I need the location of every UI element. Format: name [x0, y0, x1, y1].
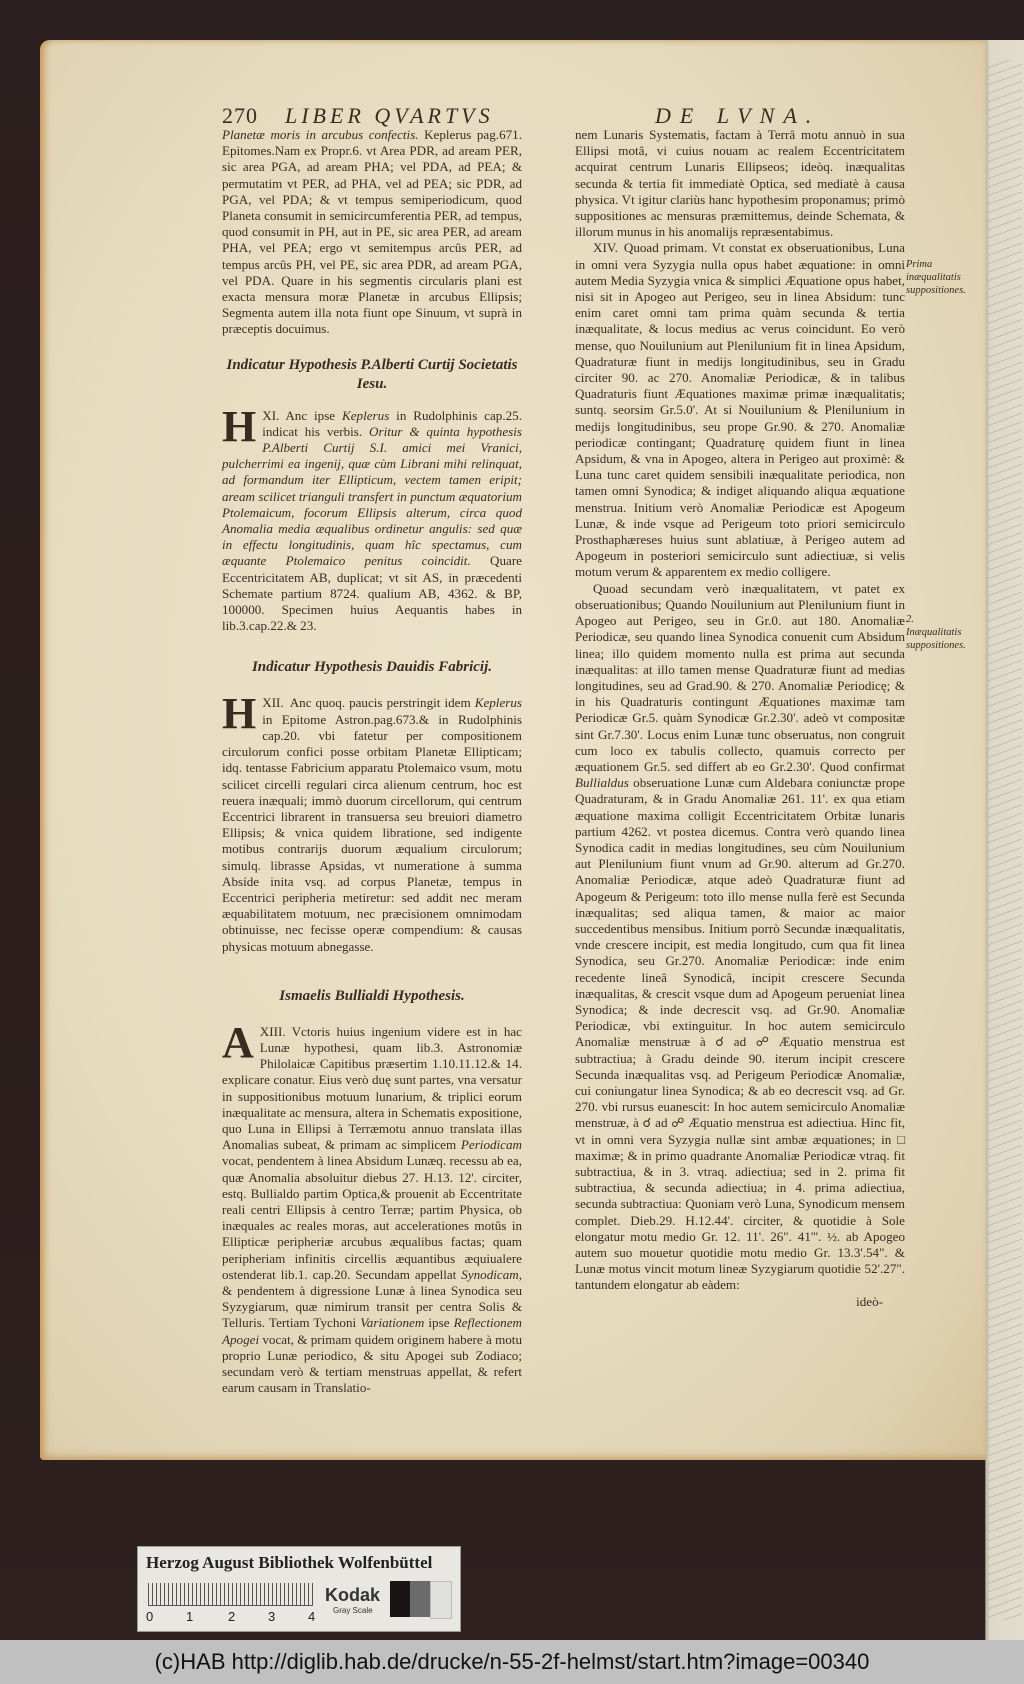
section-text: ipse — [424, 1315, 454, 1331]
running-head-right: DE LVNA. — [655, 103, 821, 128]
section-text: Quoad primam. Vt constat ex obseruationibus, Luna in omni vera Syzygia nulla opus habet æquatione: in omni autem Media Syzygia vnica & simplici Æquatione opus habet, nisi sit in Apogeo aut Perigeo, seu in linea Absidum: tunc enim caret omni tam prima quàm secunda & tertia inæqualitate, & locus medius ac verus coincidunt. Eo verò mense, quo Nouilunium aut Plenilunium fit in linea Apsidum, Quadraturæ fiunt in medijs longitudinibus, seu in Gradu circiter 90. ac 270. Anomaliæ Periodicæ, & in talibus Quadraturis fiunt Æquationes maximæ primæ inæqualitatis; suntq. seorsim Gr.5.0'. At si Nouilunium & Plenilunium in medijs longitudinibus, seu prope Gr.90. & 270. Anomaliæ periodicæ contingant; Quadraturę quidem fiunt in linea Apsidum, & vna in Apogeo, altera in Perigeo aut proximè: & Luna tunc caret quidem sensibili inæqualitate periodica, non tamen omni Synodica; & indiget aliquando aliqua æquatione menstrua. Initium verò Anomaliæ Periodicæ est Apogeum Lunæ, & inde vsque ad Perigeum toto priori semicirculo Prosthaphæreses huius sunt ablatiuæ, à Perigeo autem ad Apogeum in posteriori semicirculo sunt adiectiuæ, si velis motum verum & apparentem ex medio colligere. — [575, 240, 905, 580]
right-paragraph-1: nem Lunaris Systematis, factam à Terrâ motu annuò in sua Ellipsi motâ, vi cuius nouam ac realem Eccentricitatem acquirat centrum Lunaris Ellipseos; ideòq. inæqualitas secunda & tertia fit immediatè Optica, sed mediatè à causa physica. Vt igitur clariùs hanc hypothesim proponamus; primò suppositiones ac mensuras præmittemus, deinde Schemata, & illorum munus in his anomalijs repræsentabimus. — [575, 127, 905, 240]
marginal-note-2: 2. Inæqualitatis suppositiones. — [906, 614, 966, 651]
italic-quote: Oritur & quinta hypothesis P.Alberti Curtij S.I. amici mei Vranici, pulcherrimi ea ingenij, quæ cùm Librani mihi relinquat, ad formandum iter Ellipticum, vectem tamen eripit; aream scilicet trianguli transfert in punctum æquatorium Ptolemaicum, focorum Ellipsis alterum, circa quod Anomalia media æqualibus ordinetur angulis: sed quæ in effectu longitudinis, quam hîc spectamus, cum æquante Ptolemaico penitus coincidit. — [222, 423, 522, 569]
section-number: XI. — [262, 407, 280, 423]
section-xii — [222, 689, 522, 954]
dropcap: H — [222, 689, 257, 739]
italic-term: Synodicam — [461, 1266, 519, 1282]
italic-name: Keplerus — [342, 407, 390, 423]
ruler-label: 3 — [268, 1609, 276, 1624]
italic-term: Variationem — [360, 1315, 425, 1331]
italic-name: Bullialdus — [575, 775, 629, 791]
intro-italic: Planetæ moris in arcubus confectis. — [222, 127, 419, 142]
intro-text: Keplerus pag.671. Epitomes.Nam ex Propr.6. vt Area PDR, ad aream PER, sic area PGA, ad aream PHA; vel PDA, ad PEA; & permutatim vt PER, ad PHA, vel ad PEA; sic PDR, ad PGA, vel PDA; & vt tempus semiperiodicum, quod Planeta consumit in semicircumferentia PER, ad tempus, quod consumit in PH, aut in PE, sic area PER, ad aream PHA, vel PEA; ergo vt semitempus arcûs PER, ad tempus arcûs PH, vel PE, sic area PDR, ad aream PGA, vel PDA. Quare in his segmentis circularis plani est exacta mensura moræ Planetæ in arcubus Ellipsis; Segmenta autem illa nota fiunt ope Sinuum, vt suprà in præceptis docuimus. — [222, 127, 522, 337]
section-xi — [222, 401, 522, 635]
paragraph-text: Quoad secundam verò inæqualitatem, vt patet ex obseruationibus; Quando Nouilunium aut Plenilunium fiunt in Apogeo aut Perigeo, seu in Gr.0. aut 180. Anomaliæ Periodicæ, seu quando linea Synodica conuenit cum Absidum linea; illo quidem momento nulla est prima aut secunda inæqualitas: at illo tamen mense Quadraturæ fiunt ad medias longitudines, seu ad Grad.90. & 270. Anomaliæ Periodicę; & in his Quadraturis contingunt Æquationes maximæ tam Periodicæ Gr.5. quàm Synodicæ Gr.2.30'. adeò vt compositæ sint Gr.7.30'. Locus enim Lunæ tunc obseruatus, non congruit cum loco ex tabulis collecto, quamuis correcto per æquationem Gr.5. sed differt ab eo Gr.2.30'. Quod confirmat — [575, 580, 905, 774]
left-column — [222, 127, 522, 1396]
section-xiii — [222, 1017, 522, 1397]
ruler-label: 0 — [146, 1609, 154, 1624]
section-text: vocat, pendentem à linea Absidum Lunæq. recessu ab ea, quæ Anomalia absoluitur diebus 27. H.13. 12'. circiter, estq. Bullialdo partim Optica,& prouenit ab Eccentritate reali centri Ellipsis à centro Terræ; partim Physica, ob inæquales ac reales moras, aut accelerationes motûs in Ellipticæ peripheriæ arcubus æqualibus factas; quam peripheriam infinitis circellis æquantibus æquiualere ostenderat lib.1. cap.20. Secundam appellat — [222, 1153, 522, 1282]
catchword: ideò- — [856, 1293, 883, 1309]
institution-name: Herzog August Bibliothek Wolfenbüttel — [146, 1553, 433, 1572]
section-xiv — [575, 240, 905, 580]
page-number: 270 — [222, 103, 258, 128]
dropcap: A — [222, 1017, 254, 1067]
section-number: XII. — [262, 695, 284, 711]
section-text: in Epitome Astron.pag.673.& in Rudolphinis cap.20. vbi fatetur per compositionem circulorum confici posse orbitam Planetæ Ellipticam; idq. tentasse Fabricium apparatu Ptolemaico vsum, motu scilicet circelli regulari circa alienum centrum, hoc est reuera inæquali; immò duorum circellorum, qui centrum Eccentrici librarent in transuersa seu breuiori diametro Ellipsis; & vnica quidem libratione, sed indigente motibus contrarijs duorum æqualium circulorum; simulq. librasse Apsidas, vt numeratione à summa Absíde inita vsq. ad corpus Planetæ, tempus in Eccentrici peripheria metiretur: sed addit nec meram æquabilitatem motuum, nec præcisionem omnimodam obtinuisse, nec fecisse operæ compendium: & causas physicas motuum abnegasse. — [222, 711, 522, 954]
paragraph-text: obseruatione Lunæ cum Aldebara coniunctæ prope Quadraturam, & in Gradu Anomaliæ 261. 11'. ex qua etiam æquatione maxima colligit Eccentricitatem Orbitæ lunaris partium 4262. vt postea dicemus. Contra verò quando linea Synodica cadit in medias longitudines, seu cùm Nouilunium aut Plenilunium fiunt vnum ad Gr.90. alterum ad Gr.270. Anomaliæ Periodicæ, atque adeò Quadraturæ fiunt ad Apogeum & Perigeum: toto illo mense nulla ferè est Secunda inæqualitas; sed aliqua tamen, & maior ac maior succedentibus mensibus. Initium porrò Secundæ inæqualitatis, vnde crescere incipit, est media longitudo, cum qua fit linea Synodica, seu Gr.270. Anomaliæ Periodicæ: inde enim recedente lineâ Synodicâ, incipit crescere Secunda inæqualitas, & crescit vsque dum ad Apogeum perueniat linea Synodica; & inde decrescit vsq. ad Gr.90. Anomaliæ Periodicæ, vbi extinguitur. In hoc autem semicirculo Anomaliæ menstruæ à ☌ ad ☍ Æquatio menstrua est subtractiua; à Gradu deinde 90. iterum incipit crescere Secunda inæqualitas vsq. ad Perigeum Periodicæ Anomaliæ, cui coniungatur linea Synodica; & ab eo decrescit vsq. ad Gr. 270. vbi rursus euanescit: In hoc autem semicirculo Anomaliæ menstruæ, à ☌ ad ☍ Æquatio menstrua est adiectiua. Hinc fit, vt in omni vera Syzygia nullæ sint ambæ æquationes; in □ maximæ; & in primo quadrante Anomaliæ Periodicæ vtraq. fit subtractiua, & in 3. vtraq. adiectiua; sed in 2. prima fit subtractiua, & secunda adiectiua; in 4. prima adiectiua, secunda subtractiua: Quoniam verò Luna, Synodicum mensem complet. Dieb.29. H.12.44'. circiter, & quotidie à Sole elongatur motu medio Gr. 12. 11'. 26". 41'''. ½. ab Apogeo autem suo mouetur quotidie motu medio Gr. 13.3'.54". & Lunæ motus vincit motum lineæ Syzygiarum quotidie 52'.27". tantundem elongatur ab eàdem: — [575, 775, 905, 1293]
heading-bullialdus: Ismaelis Bullialdi Hypothesis. — [279, 987, 465, 1004]
heading-curtius: Indicatur Hypothesis P.Alberti Curtij Societatis Iesu. — [226, 356, 518, 392]
section-text: Vctoris huius ingenium videre est in hac Lunæ hypothesi, quam lib.3. Astronomiæ Philolaicæ Capitibus præsertim 1.10.11.12.& 14. explicare conatur. Eius verò duę sunt partes, vna versatur in suppositionibus motuum lunarium, & triplici eorum inæqualitate ac mensura, altera in Schematis expositione, quo Luna in Ellipsi à Terræmotu annuo translata illas Anomalias subeat, & primam ac simplicem — [222, 1023, 522, 1153]
section-text: in Rudolphinis cap.25. indicat his verbis. — [262, 407, 522, 439]
right-column — [575, 127, 905, 1310]
intro-paragraph — [222, 127, 522, 338]
dropcap: H — [222, 401, 257, 451]
section-number: XIII. — [259, 1023, 286, 1039]
italic-term: Periodicam — [460, 1137, 522, 1153]
gray-patch-white — [430, 1581, 452, 1619]
ruler-scale — [148, 1583, 313, 1606]
italic-term: Reflectionem Apogei — [222, 1315, 522, 1347]
section-number: XIV. — [593, 240, 618, 256]
section-text: vocat, & primam quidem originem habere à motu proprio Lunæ periodico, & situ Apogei sub Zodiaco; secundam verò & tertiam menstruas appellat, & refert earum causam in Translatio- — [222, 1331, 522, 1396]
italic-name: Keplerus — [474, 695, 522, 711]
ruler-label: 4 — [308, 1609, 316, 1624]
facing-page-bleedthrough — [988, 60, 1022, 1620]
ruler-label: 2 — [228, 1609, 236, 1624]
heading-fabricius: Indicatur Hypothesis Dauidis Fabricij. — [251, 659, 493, 676]
gray-patch-black — [390, 1581, 410, 1617]
marginal-note-1: Prima inæqualitatis suppositiones. — [906, 259, 966, 296]
gray-patch-mid — [410, 1581, 430, 1617]
running-head-left: LIBER QVARTVS — [285, 103, 494, 128]
section-text: , & pendentem à digressione Lunæ à linea Synodica seu Syzygiarum, quæ nimirum transit per centra Solis & Telluris. Tertiam Tychoni — [222, 1266, 522, 1331]
kodak-logo: Kodak — [325, 1585, 381, 1605]
right-paragraph-3 — [575, 581, 905, 1294]
section-text: Anc ipse — [285, 407, 343, 423]
kodak-subtitle: Gray Scale — [333, 1606, 373, 1615]
section-text: Quare Eccentricitatem AB, duplicat; vt sit AS, in præcedenti Schemate partium 8724. qualium AB, 4362. & BP, 100000. Specimen huius Aequantis habes in lib.3.cap.22.& 23. — [222, 553, 522, 634]
scan-color-target — [137, 1546, 461, 1632]
ruler-label: 1 — [186, 1609, 194, 1624]
copyright-footer: (c)HAB http://diglib.hab.de/drucke/n-55-2f-helmst/start.htm?image=00340 — [0, 1640, 1024, 1684]
section-text: Anc quoq. paucis perstringit idem — [289, 695, 475, 711]
